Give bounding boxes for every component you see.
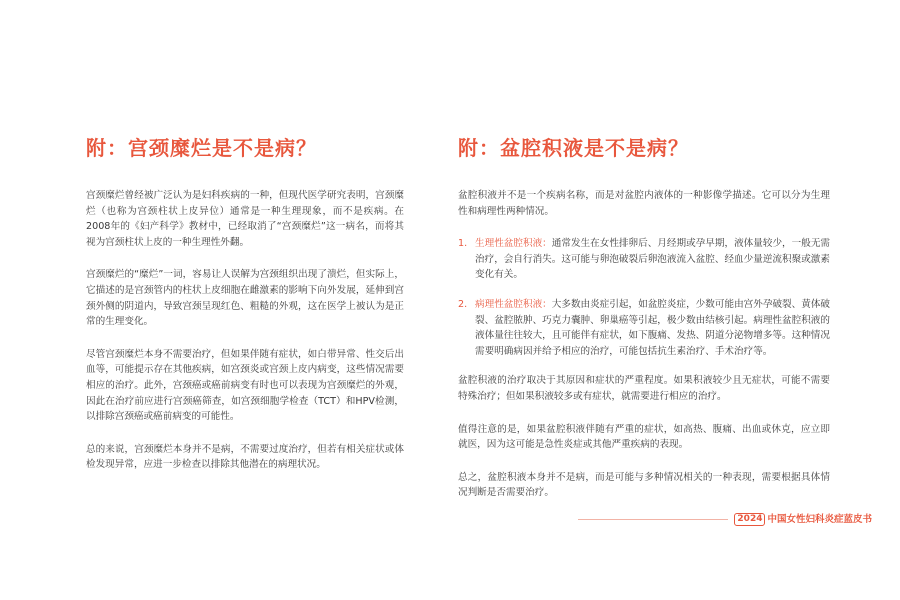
- list-item-number: 1.: [458, 238, 468, 250]
- right-intro-paragraph: 盆腔积液并不是一个疾病名称，而是对盆腔内液体的一种影像学描述。它可以分为生理性和病理性两种情况。: [458, 190, 830, 217]
- effusion-type-list: [458, 236, 830, 359]
- footer-divider: [578, 519, 728, 520]
- left-paragraph-4: 总的来说，宫颈糜烂本身并不是病，不需要过度治疗，但若有相关症状或体检发现异常，应进一步检查以排除其他潜在的病理状况。: [86, 443, 404, 471]
- list-item-text: 大多数由炎症引起，如盆腔炎症，少数可能由宫外孕破裂、黄体破裂、盆腔脓肿、巧克力囊肿、卵巢癌等引起，极少数由结核引起。病理性盆腔积液的液体量往往较大，且可能伴有症状，如下腹痛、发热、阴道分泌物增多等。这种情况需要明确病因并给予相应的治疗，可能包括抗生素治疗、手术治疗等。: [475, 298, 831, 357]
- footer-book-title: 中国女性妇科炎症蓝皮书: [767, 513, 872, 525]
- pelvic-effusion-heading: 附：盆腔积液是不是病？: [458, 136, 689, 160]
- list-item: [458, 297, 830, 359]
- list-item: [458, 236, 830, 283]
- left-column: [86, 136, 404, 490]
- left-paragraph-1: 宫颈糜烂曾经被广泛认为是妇科疾病的一种，但现代医学研究表明，宫颈糜烂（也称为宫颈柱状上皮异位）通常是一种生理现象，而不是疾病。在2008年的《妇产科学》教材中，已经取消了“宫颈糜烂”这一病名，而将其视为宫颈柱状上皮的一种生理性外翻。: [86, 190, 404, 248]
- right-paragraph-2: 值得注意的是，如果盆腔积液伴随有严重的症状，如高热、腹痛、出血或休克，应立即就医，因为这可能是急性炎症或其他严重疾病的表现。: [458, 423, 830, 451]
- list-item-term: 生理性盆腔积液：: [475, 238, 552, 250]
- list-item-text: 通常发生在女性排卵后、月经期或孕早期，液体量较少，一般无需治疗，会自行消失。这可能与卵泡破裂后卵泡液流入盆腔、经血少量逆流积聚或激素变化有关。: [475, 238, 831, 281]
- right-paragraph-1: 盆腔积液的治疗取决于其原因和症状的严重程度。如果积液较少且无症状，可能不需要特殊治疗；但如果积液较多或有症状，就需要进行相应的治疗。: [458, 375, 830, 402]
- left-paragraph-3: 尽管宫颈糜烂本身不需要治疗，但如果伴随有症状，如白带异常、性交后出血等，可能提示存在其他疾病，如宫颈炎或宫颈上皮内病变，这些情况需要相应的治疗。此外，宫颈癌或癌前病变有时也可以表现为宫颈糜烂的外观，因此在治疗前应进行宫颈癌筛查，如宫颈细胞学检查（TCT）和HPV检测，以排除宫颈癌或癌前病变的可能性。: [86, 348, 404, 423]
- cervical-erosion-heading: 附：宫颈糜烂是不是病？: [86, 136, 317, 160]
- list-item-number: 2.: [458, 298, 468, 310]
- list-item-term: 病理性盆腔积液：: [475, 298, 552, 310]
- left-paragraph-2: 宫颈糜烂的“糜烂”一词，容易让人误解为宫颈组织出现了溃烂，但实际上，它描述的是宫颈管内的柱状上皮细胞在雌激素的影响下向外发展，延伸到宫颈外侧的阴道内，导致宫颈呈现红色、粗糙的外观，这在医学上被认为是正常的生理变化。: [86, 269, 404, 328]
- right-column: [458, 136, 830, 518]
- right-paragraph-3: 总之，盆腔积液本身并不是病，而是可能与多种情况相关的一种表现，需要根据具体情况判断是否需要治疗。: [458, 471, 830, 499]
- footer-year-badge: 2024: [734, 513, 765, 526]
- page-footer: [578, 513, 872, 526]
